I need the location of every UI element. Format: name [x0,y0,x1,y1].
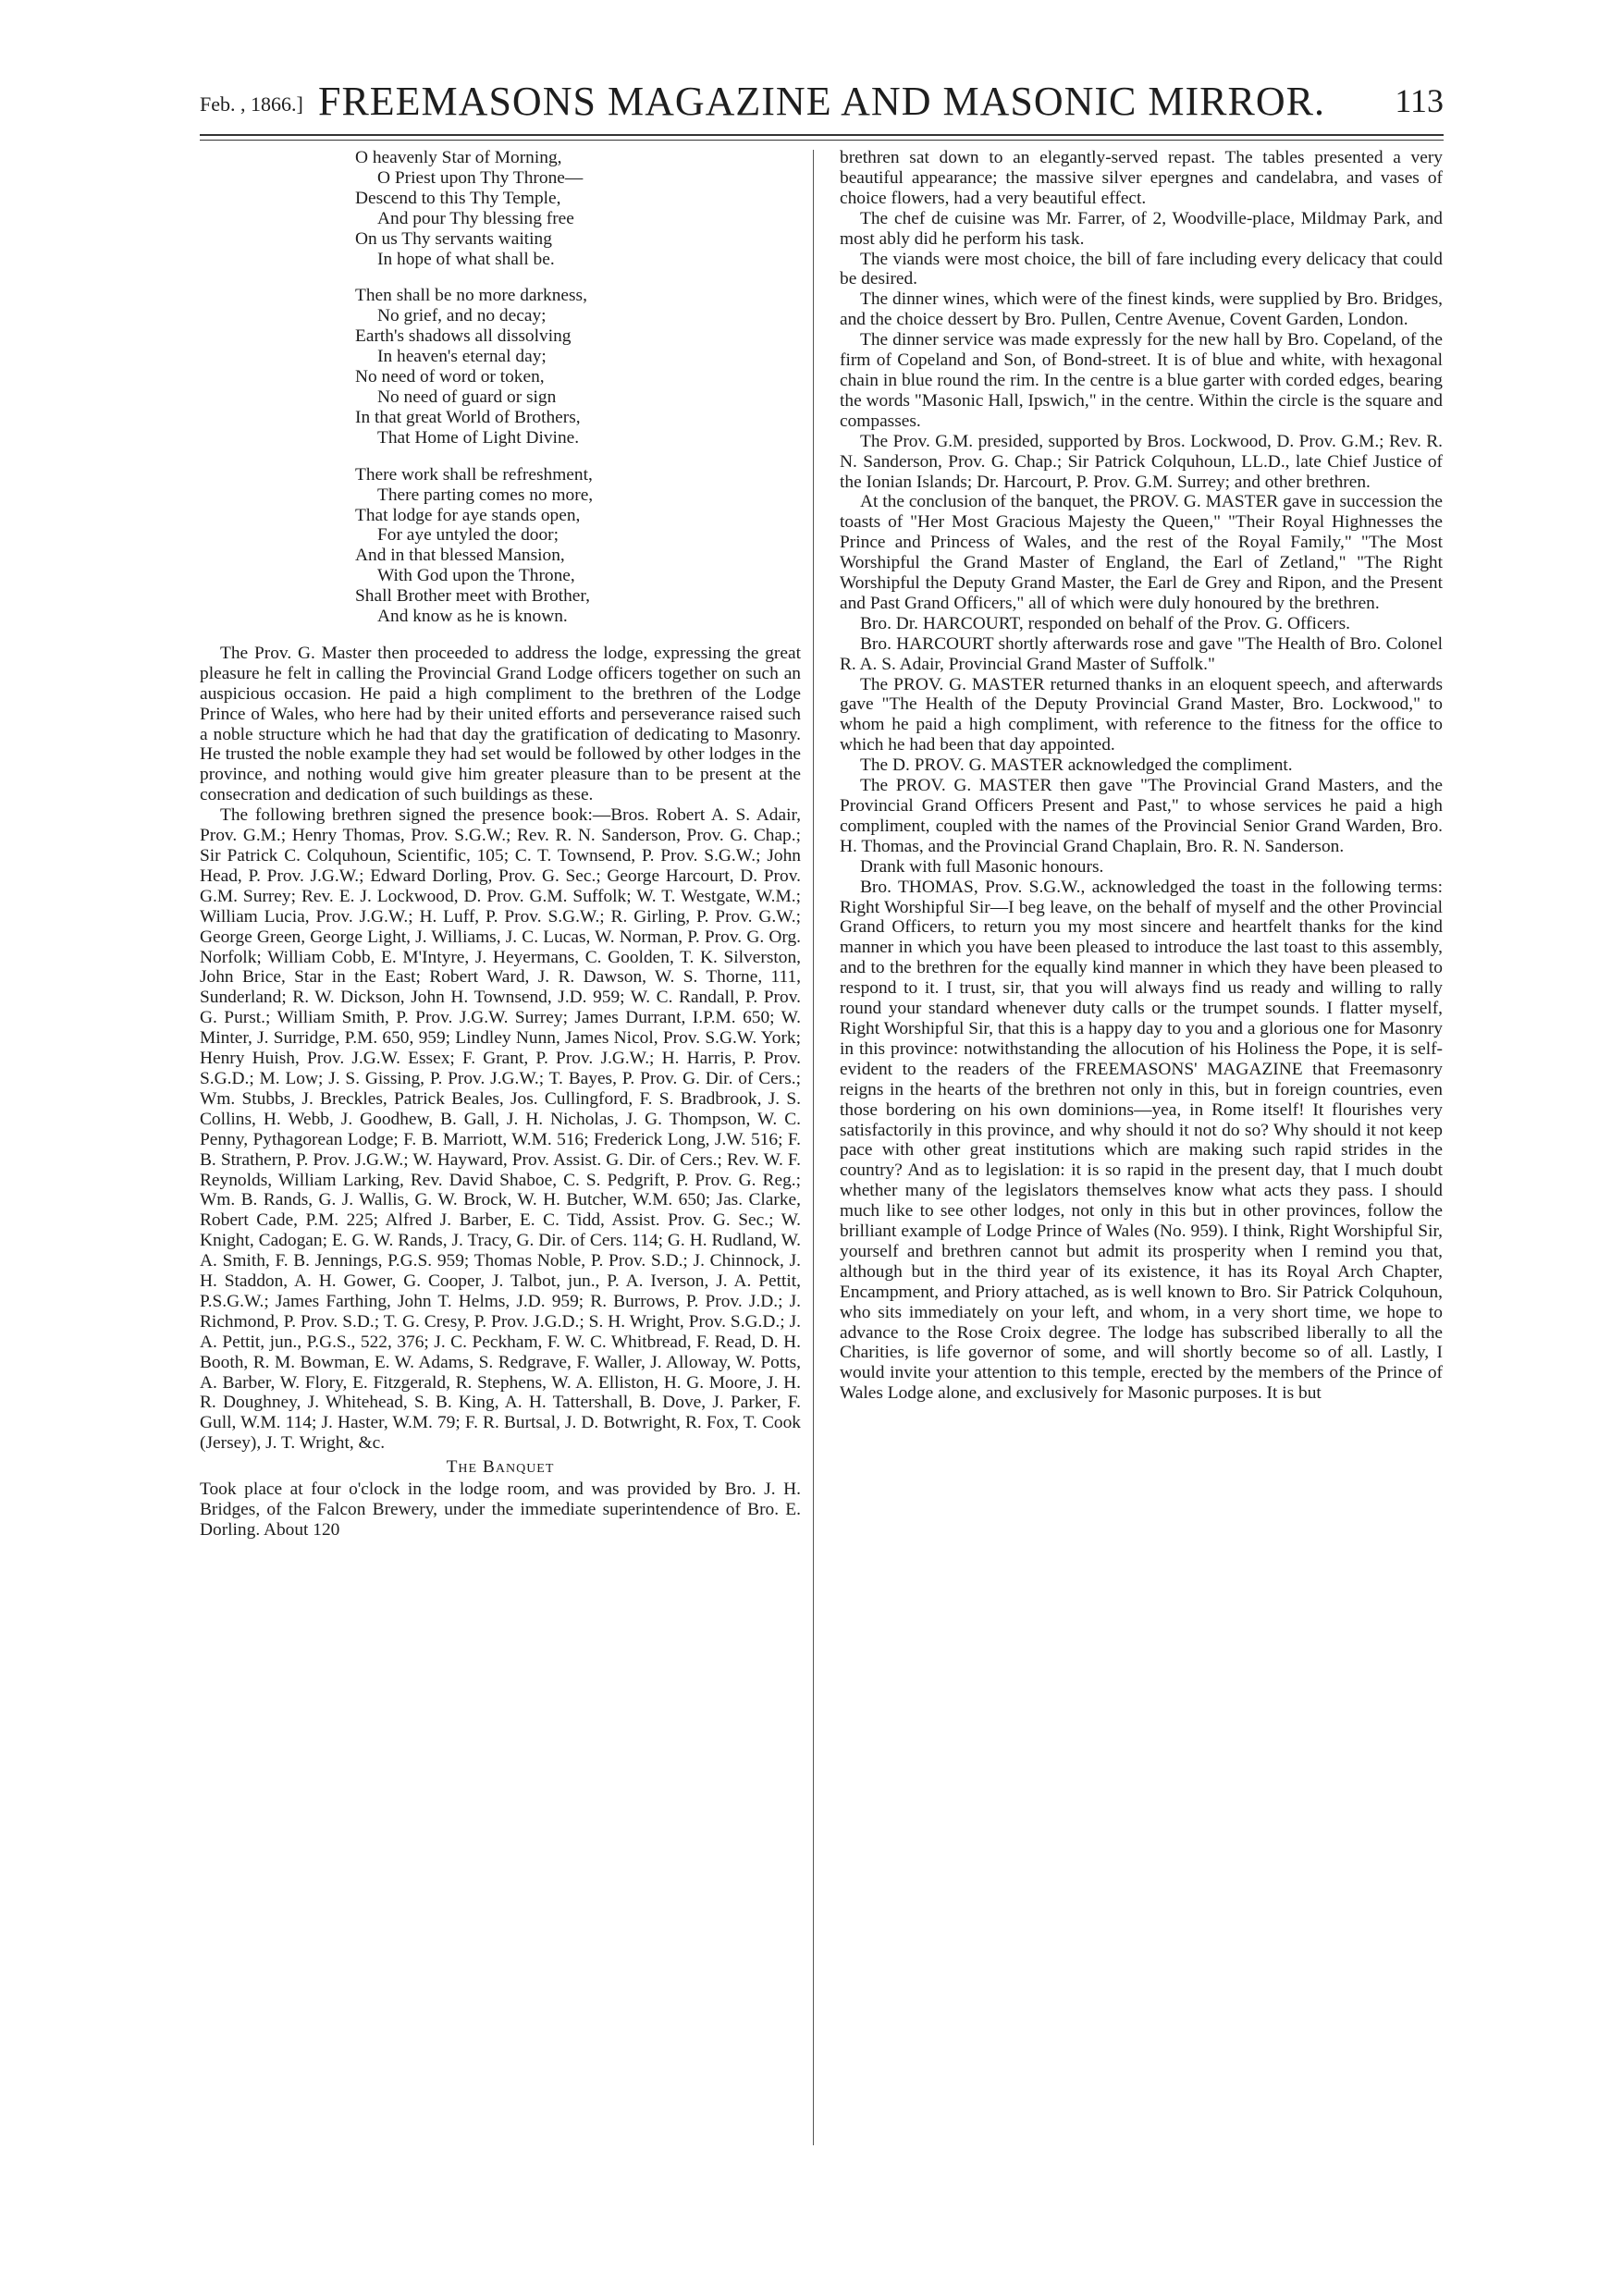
page-number: 113 [1395,82,1444,119]
hymn-line: There work shall be refreshment, [355,464,593,485]
header-rule-thin [200,140,1444,141]
hymn-line: No need of guard or sign [377,387,557,407]
hymn-stanza [355,148,801,269]
paragraph: The chef de cuisine was Mr. Farrer, of 2, Woodville-place, Mildmay Park, and most ably did he perform his task. [840,208,1443,249]
paragraph: Drank with full Masonic honours. [860,856,1104,877]
header-rule [200,134,1444,136]
hymn-line: No grief, and no decay; [377,306,547,326]
hymn-line: There parting comes no more, [377,485,594,505]
paragraph: The dinner wines, which were of the finest kinds, were supplied by Bro. Bridges, and the choice dessert by Bro. Pullen, Centre Avenue, Covent Garden, London. [840,289,1443,330]
left-column [200,148,801,1541]
hymn-line: On us Thy servants waiting [355,228,552,249]
issue-date: Feb. , 1866.] [200,92,303,116]
paragraph: Took place at four o'clock in the lodge room, and was provided by Bro. J. H. Bridges, of the Falcon Brewery, under the immediate superintendence of Bro. E. Dorling. About 120 [200,1480,801,1540]
hymn-line: With God upon the Throne, [377,566,575,586]
hymn [355,148,801,627]
hymn-line: And in that blessed Mansion, [355,546,565,566]
magazine-title: FREEMASONS MAGAZINE AND MASONIC MIRROR. [317,79,1325,124]
hymn-line: In heaven's eternal day; [377,347,547,367]
hymn-line: Then shall be no more darkness, [355,286,587,306]
hymn-line: Earth's shadows all dissolving [355,326,572,347]
hymn-line: That Home of Light Divine. [377,427,580,448]
paragraph: The PROV. G. MASTER returned thanks in an eloquent speech, and afterwards gave "The Health of the Deputy Provincial Grand Master, Bro. Lockwood," to whom he paid a high compliment, with reference to the fitness for the office to which he had been that day appointed. [840,674,1443,755]
paragraph: brethren sat down to an elegantly-served repast. The tables presented a very beautiful appearance; the massive silver epergnes and candelabra, and vases of choice flowers, had a very beautiful effect. [840,148,1443,208]
hymn-line: Shall Brother meet with Brother, [355,586,590,607]
hymn-line: In hope of what shall be. [377,249,555,269]
paragraph: The following brethren signed the presence book:—Bros. Robert A. S. Adair, Prov. G.M.; Henry Thomas, Prov. S.G.W.; Rev. R. N. Sanderson, Prov. G. Chap.; Sir Patrick C. Colquhoun, Scientific, 105; C. T. Townsend, P. Prov. S.G.W.; John Head, P. Prov. J.G.W.; Edward Dorling, Prov. G. Sec.; George Harcourt, D. Prov. G.M. Surrey; Rev. E. J. Lockwood, D. Prov. G.M. Suffolk; W. T. Westgate, W.M.; William Lucia, Prov. J.G.W.; H. Luff, P. Prov. S.G.W.; R. Girling, P. Prov. G.W.; George Green, George Light, J. Williams, J. C. Lucas, W. Norman, P. Prov. G. Org. Norfolk; William Cobb, E. M'Intyre, J. Heyermans, C. Goolden, T. K. Silverston, John Brice, Star in the East; Robert Ward, J. R. Dawson, W. S. Thorne, 111, Sunderland; R. W. Dickson, John H. Townsend, J.D. 959; W. C. Randall, P. Prov. G. Purst.; William Smith, P. Prov. J.G.W. Surrey; James Durrant, I.P.M. 650; W. Minter, J. Surridge, P.M. 650, 959; Lindley Nunn, James Nicol, Prov. S.G.W. York; Henry Huish, Prov. J.G.W. Essex; F. Grant, P. Prov. J.G.W.; H. Harris, P. Prov. S.G.D.; M. Low; J. S. Gissing, P. Prov. J.G.W.; T. Bayes, P. Prov. G. Dir. of Cers.; Wm. Stubbs, J. Breckles, Patrick Beales, Jos. Cullingford, F. S. Bradbrook, J. S. Collins, H. Webb, J. Goodhew, B. Gall, J. H. Nicholas, J. G. Thompson, W. C. Penny, Pythagorean Lodge; F. B. Marriott, W.M. 516; Frederick Long, J.W. 516; F. B. Strathern, P. Prov. J.G.W.; W. Hayward, Prov. Assist. G. Dir. of Cers.; Rev. W. F. Reynolds, William Larking, Rev. David Shaboe, C. S. Pedgrift, P. Prov. G. Reg.; Wm. B. Rands, G. J. Wallis, G. W. Brock, W. H. Butcher, W.M. 650; Jas. Clarke, Robert Cade, P.M. 225; Alfred J. Barber, E. C. Tidd, Assist. Prov. G. Sec.; W. Knight, Cadogan; E. G. W. Rands, J. Tracy, G. Dir. of Cers. 114; G. H. Rudland, W. A. Smith, F. B. Jennings, P.G.S. 959; Thomas Noble, P. Prov. S.D.; J. Chinnock, J. H. Staddon, A. H. Gower, G. Cooper, J. Talbot, jun., P. A. Iverson, J. A. Pettit, P.S.G.W.; James Farthing, John T. Helms, J.D. 959; R. Burrows, P. Prov. J.D.; J. Richmond, P. Prov. S.D.; T. G. Cresy, P. Prov. J.G.D.; S. H. Wright, Prov. S.G.D.; J. A. Pettit, jun., P.G.S., 522, 376; J. C. Peckham, F. W. C. Whitbread, F. Read, D. H. Booth, R. M. Bowman, E. W. Adams, S. Redgrave, F. Waller, J. Alloway, W. Potts, A. Barber, W. Flory, E. Fitzgerald, R. Stephens, W. A. Elliston, H. G. Moore, J. H. R. Doughney, J. Whitehead, S. B. King, A. H. Tattershall, B. Dove, J. Parker, F. Gull, W.M. 114; J. Haster, W.M. 79; F. R. Burtsal, J. D. Botwright, R. Fox, T. Cook (Jersey), J. T. Wright, &c. [200,805,801,1454]
hymn-line: And know as he is known. [377,607,568,627]
hymn-line: No need of word or token, [355,367,545,387]
right-column [840,148,1443,1404]
paragraph: The PROV. G. MASTER then gave "The Provincial Grand Masters, and the Provincial Grand Officers Present and Past," to whose services he paid a high compliment, coupled with the names of the Provincial Senior Grand Warden, Bro. H. Thomas, and the Provincial Grand Chaplain, Bro. R. N. Sanderson. [840,776,1443,856]
column-divider [813,150,814,2145]
hymn-line: O heavenly Star of Morning, [355,148,562,167]
paragraph: The viands were most choice, the bill of fare including every delicacy that could be desired. [840,249,1443,289]
paragraph: At the conclusion of the banquet, the PROV. G. MASTER gave in succession the toasts of "Her Most Gracious Majesty the Queen," "Their Royal Highnesses the Prince and Princess of Wales, and the rest of the Royal Family," "The Most Worshipful the Grand Master of England, the Earl of Zetland," "The Right Worshipful the Deputy Grand Master, the Earl de Grey and Ripon, and the Present and Past Grand Officers," all of which were duly honoured by the brethren. [840,492,1443,613]
paragraph: The Prov. G.M. presided, supported by Bros. Lockwood, D. Prov. G.M.; Rev. R. N. Sanderson, Prov. G. Chap.; Sir Patrick Colquhoun, LL.D., late Chief Justice of the Ionian Islands; Dr. Harcourt, P. Prov. G.M. Surrey; and other brethren. [840,431,1443,492]
hymn-line: And pour Thy blessing free [377,208,574,228]
hymn-line: For aye untyled the door; [377,525,559,546]
hymn-stanza [355,286,801,448]
hymn-line: Descend to this Thy Temple, [355,188,561,208]
paragraph: The D. PROV. G. MASTER acknowledged the compliment. [860,755,1293,776]
page-header [200,74,1444,128]
paragraph: The dinner service was made expressly for the new hall by Bro. Copeland, of the firm of Copeland and Son, of Bond-street. It is of blue and white, with hexagonal chain in blue round the rim. In the centre is a blue garter with corded edges, bearing the words "Masonic Hall, Ipswich," in the centre. Within the circle is the square and compasses. [840,330,1443,431]
paragraph: Bro. HARCOURT shortly afterwards rose and gave "The Health of Bro. Colonel R. A. S. Adair, Provincial Grand Master of Suffolk." [840,633,1443,674]
paragraph: Bro. Dr. HARCOURT, responded on behalf of the Prov. G. Officers. [860,613,1351,633]
hymn-line: In that great World of Brothers, [355,407,581,427]
paragraph: The Prov. G. Master then proceeded to address the lodge, expressing the great pleasure he felt in calling the Provincial Grand Lodge officers together on such an auspicious occasion. He paid a high compliment to the brethren of the Lodge Prince of Wales, who here had by their united efforts and perseverance raised such a noble structure which he had that day the gratification of dedicating to Masonry. He trusted the noble example they had set would be followed by other lodges in the province, and nothing would give him greater pleasure than to be present at the consecration and dedication of such buildings as these. [200,643,801,805]
hymn-stanza [355,465,801,627]
hymn-line: That lodge for aye stands open, [355,505,581,525]
section-heading: The Banquet [446,1457,555,1478]
paragraph: Bro. THOMAS, Prov. S.G.W., acknowledged the toast in the following terms: Right Worshipful Sir—I beg leave, on the behalf of myself and the other Provincial Grand Officers, to return you my most sincere and heartfelt thanks for the kind manner in which you have been pleased to introduce the last toast to this assembly, and to the brethren for the equally kind manner in which they have been pleased to respond to it. I trust, sir, that you will always find us ready and willing to rally round your standard whenever duty calls or the trumpet sounds. I flatter myself, Right Worshipful Sir, that this is a happy day to you and a glorious one for Masonry in this province: notwithstanding the allocution of his Holiness the Pope, it is self-evident to the readers of the FREEMASONS' MAGAZINE that Freemasonry reigns in the hearts of the brethren not only in this, but in foreign countries, even those bordering on his own dominions—yea, in Rome itself! It flourishes very satisfactorily in this province, and why should it not do so? Why should it not keep pace with other great institutions which are making such rapid strides in the country? And as to legislation: it is so rapid in the present day, that I much doubt whether many of the legislators themselves know what acts they pass. I should much like to see other lodges, not only in this but in other provinces, follow the brilliant example of Lodge Prince of Wales (No. 959). I think, Right Worshipful Sir, yourself and brethren cannot but admit its prosperity when I remind you that, although but in the third year of its existence, it has its Royal Arch Chapter, Encampment, and Priory attached, as is well known to Bro. Sir Patrick Colquhoun, who sits immediately on your left, and whom, in a very short time, we hope to advance to the Rose Croix degree. The lodge has subscribed liberally to all the Charities, is life governor of some, and will shortly become so of all. Lastly, I would invite your attention to this temple, erected by the members of the Prince of Wales Lodge alone, and exclusively for Masonic purposes. It is but [840,877,1443,1404]
hymn-line: O Priest upon Thy Throne— [377,167,584,188]
